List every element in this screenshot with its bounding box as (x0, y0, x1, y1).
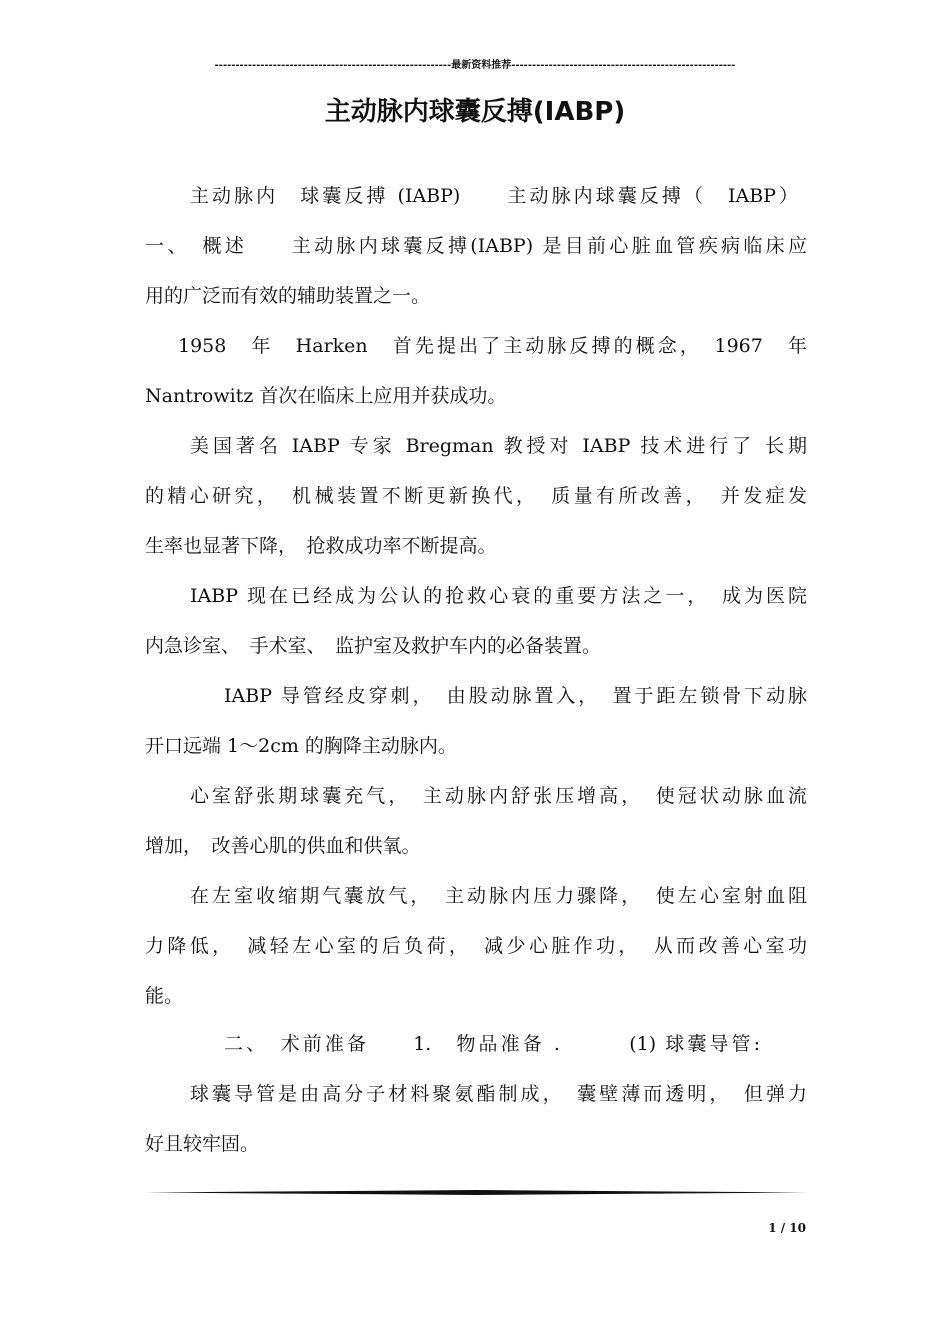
document-title: 主动脉内球囊反搏(IABP) (324, 97, 626, 127)
body-line-2: 一、 概述 主动脉内球囊反搏(IABP) 是目前心脏血管疾病临床应 (145, 235, 807, 257)
body-line-19: 球囊导管是由高分子材料聚氨酯制成， 囊壁薄而透明， 但弹力 (190, 1083, 807, 1105)
body-line-9: IABP 现在已经成为公认的抢救心衰的重要方法之一， 成为医院 (190, 585, 807, 607)
body-line-13: 心室舒张期球囊充气， 主动脉内舒张压增高， 使冠状动脉血流 (190, 785, 807, 807)
body-line-18: 二、 术前准备 1. 物品准备 . (1) 球囊导管: (224, 1033, 760, 1055)
body-line-5: Nantrowitz 首次在临床上应用并获成功。 (145, 385, 507, 407)
body-line-11: IABP 导管经皮穿刺， 由股动脉置入， 置于距左锁骨下动脉 (224, 685, 807, 707)
body-line-3: 用的广泛而有效的辅助装置之一。 (145, 285, 431, 307)
body-line-17: 能。 (145, 985, 184, 1007)
body-line-14: 增加， 改善心肌的供血和供氧。 (145, 835, 421, 857)
body-line-7: 的精心研究， 机械装置不断更新换代， 质量有所改善， 并发症发 (145, 485, 807, 507)
page-header: ---------------------------------------------------------最新资料推荐------------------------------------------------------ (214, 60, 736, 71)
body-line-6: 美国著名 IABP 专家 Bregman 教授对 IABP 技术进行了 长期 (190, 435, 807, 457)
body-line-8: 生率也显著下降， 抢救成功率不断提高。 (145, 535, 497, 557)
body-line-20: 好且较牢固。 (145, 1133, 260, 1155)
footer-rule (145, 1190, 807, 1195)
body-line-16: 力降低， 减轻左心室的后负荷， 减少心脏作功， 从而改善心室功 (145, 935, 807, 957)
body-line-15: 在左室收缩期气囊放气， 主动脉内压力骤降， 使左心室射血阻 (190, 885, 807, 907)
page-number: 1 / 10 (768, 1221, 806, 1235)
body-line-10: 内急诊室、 手术室、 监护室及救护车内的必备装置。 (145, 635, 602, 657)
body-line-12: 开口远端 1～2cm 的胸降主动脉内。 (145, 735, 457, 757)
body-line-1: 主动脉内 球囊反搏 (IABP) 主动脉内球囊反搏（ IABP） (190, 185, 798, 207)
body-line-4: 1958 年 Harken 首先提出了主动脉反搏的概念， 1967 年 (178, 335, 807, 357)
